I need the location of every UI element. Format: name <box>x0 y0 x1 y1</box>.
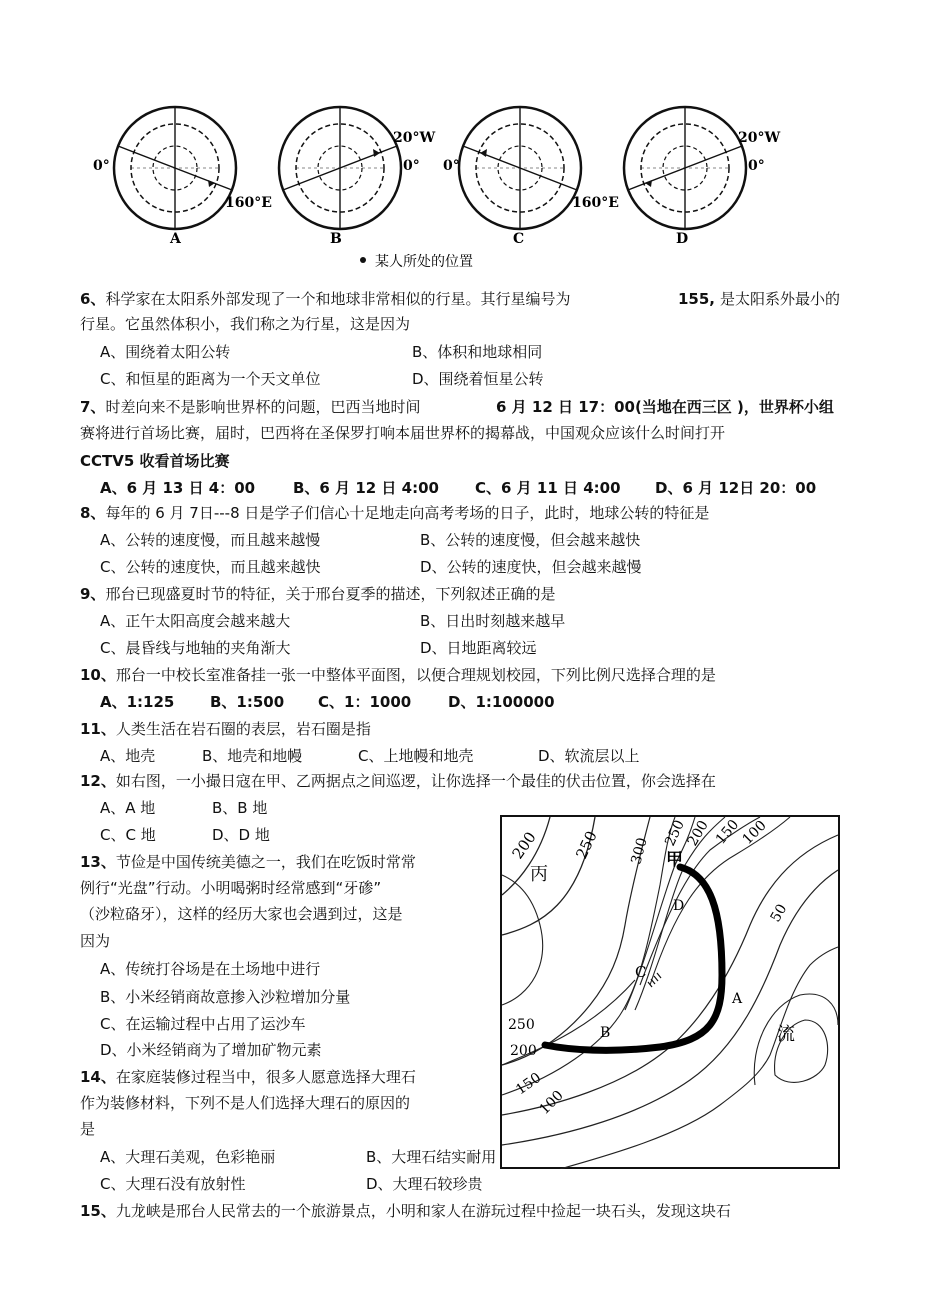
q12-num: 12、 <box>80 772 116 790</box>
q7-line3: CCTV5 收看首场比赛 <box>80 452 230 470</box>
q14-num: 14、 <box>80 1068 116 1086</box>
globe-a-letter: A <box>170 231 181 247</box>
q12-option-c: C、C 地 <box>100 826 156 844</box>
contour-label-250: 250 <box>572 828 601 862</box>
globe-b <box>279 107 401 229</box>
q11-option-c: C、上地幔和地壳 <box>358 747 474 765</box>
q7-option-d: D、6 月 12日 20：00 <box>655 479 817 497</box>
q12-option-a: A、A 地 <box>100 799 156 817</box>
q13-line2: 例行“光盘”行动。小明喝粥时经常感到“牙碜” <box>80 879 382 897</box>
place-bing: 丙 <box>530 864 548 885</box>
contour-label-100-left: 100 <box>536 1087 567 1118</box>
q7-num: 7、 <box>80 398 106 416</box>
q7-line1a: 时差向来不是影响世界杯的问题，巴西当地时间 <box>105 398 421 416</box>
q9-line1: 邢台已现盛夏时节的特征，关于邢台夏季的描述，下列叙述正确的是 <box>105 585 556 603</box>
globe-c-letter: C <box>513 231 525 247</box>
q8-num: 8、 <box>80 504 106 522</box>
q14-line1: 在家庭装修过程当中，很多人愿意选择大理石 <box>115 1068 416 1086</box>
q14-option-a: A、大理石美观，色彩艳丽 <box>100 1148 276 1166</box>
contour-label-200: 200 <box>508 828 540 863</box>
globe-c <box>459 107 581 229</box>
q14-option-c: C、大理石没有放射性 <box>100 1175 246 1193</box>
q9-num: 9、 <box>80 585 106 603</box>
globe-a-left-label: 0° <box>93 158 110 174</box>
q14-line2: 作为装修材料，下列不是人们选择大理石的原因的 <box>80 1094 411 1112</box>
q13-line3: （沙粒硌牙），这样的经历大家也会遇到过，这是 <box>80 905 403 923</box>
q13-option-b: B、小米经销商故意掺入沙粒增加分量 <box>100 988 351 1006</box>
q12-option-b: B、B 地 <box>212 799 268 817</box>
contour-label-200-top: 200 <box>684 817 712 849</box>
point-d: D <box>673 898 685 914</box>
q8-line1: 每年的 6 月 7日---8 日是学子们信心十足地走向高考考场的日子，此时，地球公转的特征是 <box>105 504 710 522</box>
contour-label-250-top: 250 <box>662 817 688 849</box>
globe-a-right-label: 160°E <box>225 195 272 211</box>
contour-label-250-left: 250 <box>508 1017 535 1033</box>
point-a: A <box>732 991 743 1007</box>
q11-option-b: B、地壳和地幔 <box>202 747 303 765</box>
q9-option-b: B、日出时刻越来越早 <box>420 612 566 630</box>
globe-figure <box>80 100 800 275</box>
globe-c-right-label: 160°E <box>572 195 619 211</box>
q13-line1: 节俭是中国传统美德之一，我们在吃饭时常常 <box>115 853 416 871</box>
contour-label-200-left: 200 <box>510 1043 537 1059</box>
q6-number: 155, <box>678 290 716 308</box>
q14-line3: 是 <box>80 1120 96 1138</box>
globe-d-top-label: 20°W <box>738 130 781 146</box>
q15-line1: 九龙峡是邢台人民常去的一个旅游景点，小明和家人在游玩过程中捡起一块石头，发现这块石 <box>115 1202 731 1220</box>
q9-option-a: A、正午太阳高度会越来越大 <box>100 612 291 630</box>
q13-option-d: D、小米经销商为了增加矿物元素 <box>100 1041 322 1059</box>
q13-line4: 因为 <box>80 932 111 950</box>
contour-label-100-top: 100 <box>739 817 770 848</box>
q14-option-b: B、大理石结实耐用 <box>366 1148 497 1166</box>
q11-option-a: A、地壳 <box>100 747 156 765</box>
q8-option-a: A、公转的速度慢，而且越来越慢 <box>100 531 321 549</box>
q7-option-b: B、6 月 12 日 4:00 <box>293 479 439 497</box>
q6-line2: 行星。它虽然体积小，我们称之为行星，这是因为 <box>80 315 411 333</box>
q8-option-c: C、公转的速度快，而且越来越快 <box>100 558 321 576</box>
globe-b-top-label: 20°W <box>393 130 436 146</box>
q7-option-a: A、6 月 13 日 4：00 <box>100 479 256 497</box>
q13-option-a: A、传统打谷场是在土场地中进行 <box>100 960 321 978</box>
q11-line1: 人类生活在岩石圈的表层，岩石圈是指 <box>115 720 371 738</box>
q6-option-d: D、围绕着恒星公转 <box>412 370 544 388</box>
place-jia: 甲 <box>666 850 683 870</box>
q7-line1b: 6 月 12 日 17：00(当地在西三区 )，世界杯小组 <box>496 398 834 416</box>
contour-label-300: 300 <box>628 836 651 867</box>
globe-c-left-label: 0° <box>443 158 460 174</box>
q6-line1: 科学家在太阳系外部发现了一个和地球非常相似的行星。其行星编号为 <box>105 290 571 308</box>
q9-option-c: C、晨昏线与地轴的夹角渐大 <box>100 639 291 657</box>
q8-option-d: D、公转的速度快，但会越来越慢 <box>420 558 642 576</box>
legend-dot-icon <box>360 257 366 263</box>
q13-option-c: C、在运输过程中占用了运沙车 <box>100 1015 306 1033</box>
q15-num: 15、 <box>80 1202 116 1220</box>
q10-option-c: C、1：1000 <box>318 693 412 711</box>
point-b: B <box>600 1025 611 1041</box>
q7-option-c: C、6 月 11 日 4:00 <box>475 479 621 497</box>
q10-num: 10、 <box>80 666 116 684</box>
q6-option-a: A、围绕着太阳公转 <box>100 343 231 361</box>
q12-option-d: D、D 地 <box>212 826 270 844</box>
legend-text: 某人所处的位置 <box>375 254 473 270</box>
globe-d-letter: D <box>676 231 689 247</box>
q11-num: 11、 <box>80 720 116 738</box>
place-liu: 流 <box>777 1024 795 1045</box>
contour-map <box>500 815 840 1169</box>
globe-d-right-label: 0° <box>748 158 765 174</box>
q13-num: 13、 <box>80 853 116 871</box>
q8-option-b: B、公转的速度慢，但会越来越快 <box>420 531 641 549</box>
contour-label-150-left: 150 <box>513 1069 545 1099</box>
q7-line2: 赛将进行首场比赛，届时，巴西将在圣保罗打响本届世界杯的揭幕战，中国观众应该什么时间打开 <box>80 424 726 442</box>
q10-option-b: B、1:500 <box>210 693 285 711</box>
globe-b-letter: B <box>330 231 342 247</box>
q11-option-d: D、软流层以上 <box>538 747 640 765</box>
q10-option-d: D、1:100000 <box>448 693 555 711</box>
contour-label-150-top: 150 <box>712 816 743 848</box>
q10-option-a: A、1:125 <box>100 693 175 711</box>
globe-a <box>114 107 236 229</box>
q6-option-b: B、体积和地球相同 <box>412 343 543 361</box>
globe-b-right-label: 0° <box>403 158 420 174</box>
q14-option-d: D、大理石较珍贵 <box>366 1175 483 1193</box>
q10-line1: 邢台一中校长室准备挂一张一中整体平面图，以便合理规划校园，下列比例尺选择合理的是 <box>115 666 716 684</box>
q6-option-c: C、和恒星的距离为一个天文单位 <box>100 370 321 388</box>
q6-line1c: 是太阳系外最小的 <box>720 290 841 308</box>
point-c: C <box>635 963 647 981</box>
contour-label-50: 50 <box>767 901 791 925</box>
q9-option-d: D、日地距离较远 <box>420 639 537 657</box>
q12-line1: 如右图，一小撮日寇在甲、乙两据点之间巡逻，让你选择一个最佳的伏击位置，你会选择在 <box>115 772 716 790</box>
q6-num: 6、 <box>80 290 106 308</box>
globe-d <box>624 107 746 229</box>
